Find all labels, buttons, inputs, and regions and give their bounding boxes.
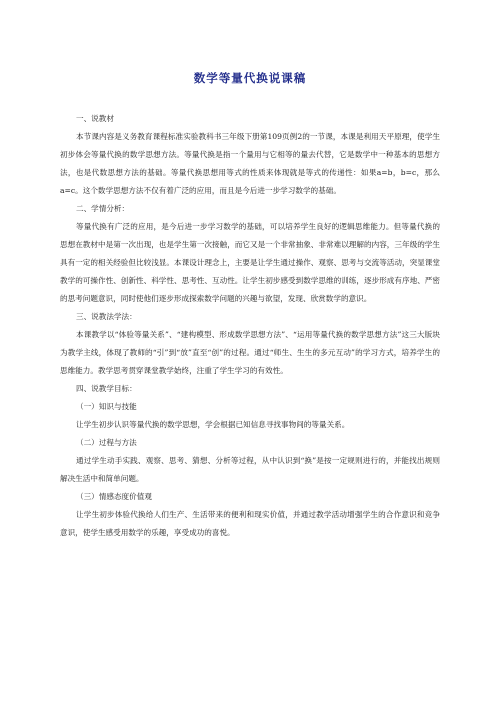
section-heading-student-analysis: 二、学情分析： (76, 204, 130, 213)
paragraph-knowledge-skills: 让学生初步认识等量代换的数学思想，学会根据已知信息寻找事物间的等量关系。 (76, 420, 350, 429)
paragraph-student-analysis: 等量代换有广泛的应用，是今后进一步学习数学的基础，可以培养学生良好的逻辑思维能力。但等量代换的思想在教材中是第一次出现，也是学生第一次接触，而它又是一个非常抽象、非常难以理解的内容，三年级的学生具有一定的相关经验但比较浅显。本课设计理念上，主要是让学生通过操作、观察、思考与交流等活动，突显课堂教学的可操作性、创新性、科学性、思考性、互动性。让学生初步感受到数学思维的训练，逐步形成有序地、严密的思考问题意识，同时使他们逐步形成探索数学问题的兴趣与欲望，发现、欣赏数学的意识。 (60, 222, 440, 303)
paragraph-emotion-values: 让学生初步体验代换给人们生产、生活带来的便利和现实价值，并通过教学活动增强学生的合作意识和竞争意识，使学生感受用数学的乐趣，享受成功的喜悦。 (60, 510, 440, 537)
document-title: 数学等量代换说课稿 (193, 71, 307, 85)
subheading-knowledge-skills: （一）知识与技能 (76, 402, 137, 411)
section-heading-teaching-goals: 四、说教学目标： (76, 384, 137, 393)
section-heading-teaching-material: 一、说教材 (76, 114, 114, 123)
paragraph-process-method: 通过学生动手实践、观察、思考、猜想、分析等过程，从中认识到“换”是按一定规则进行的，并能找出规则解决生活中和简单问题。 (60, 456, 440, 483)
subheading-emotion-values: （三）情感态度价值观 (76, 492, 152, 501)
section-heading-teaching-methods: 三、说教法学法： (76, 312, 137, 321)
paragraph-teaching-material: 本节课内容是义务教育课程标准实验教科书三年级下册第109页例2的一节课，本课是利用天平原理，使学生初步体会等量代换的数学思想方法。等量代换是指一个量用与它相等的量去代替，它是数学中一种基本的思想方法，也是代数思想方法的基础。等量代换思想用等式的性质来体现就是等式的传递性：如果a=b，b=c，那么a=c。这个数学思想方法不仅有着广泛的应用，而且是今后进一步学习数学的基础。 (60, 132, 440, 195)
subheading-process-method: （二）过程与方法 (76, 438, 137, 447)
paragraph-teaching-methods: 本课教学以“体验等量关系”、“建构模型、形成数学思想方法”、“运用等量代换的数学思想方法”这三大版块为教学主线，体现了教师的“引”到“放”直至“创”的过程。通过“师生、生生的多元互动”的学习方式，培养学生的思维能力。教学思考贯穿课堂教学始终，注重了学生学习的有效性。 (60, 330, 440, 375)
